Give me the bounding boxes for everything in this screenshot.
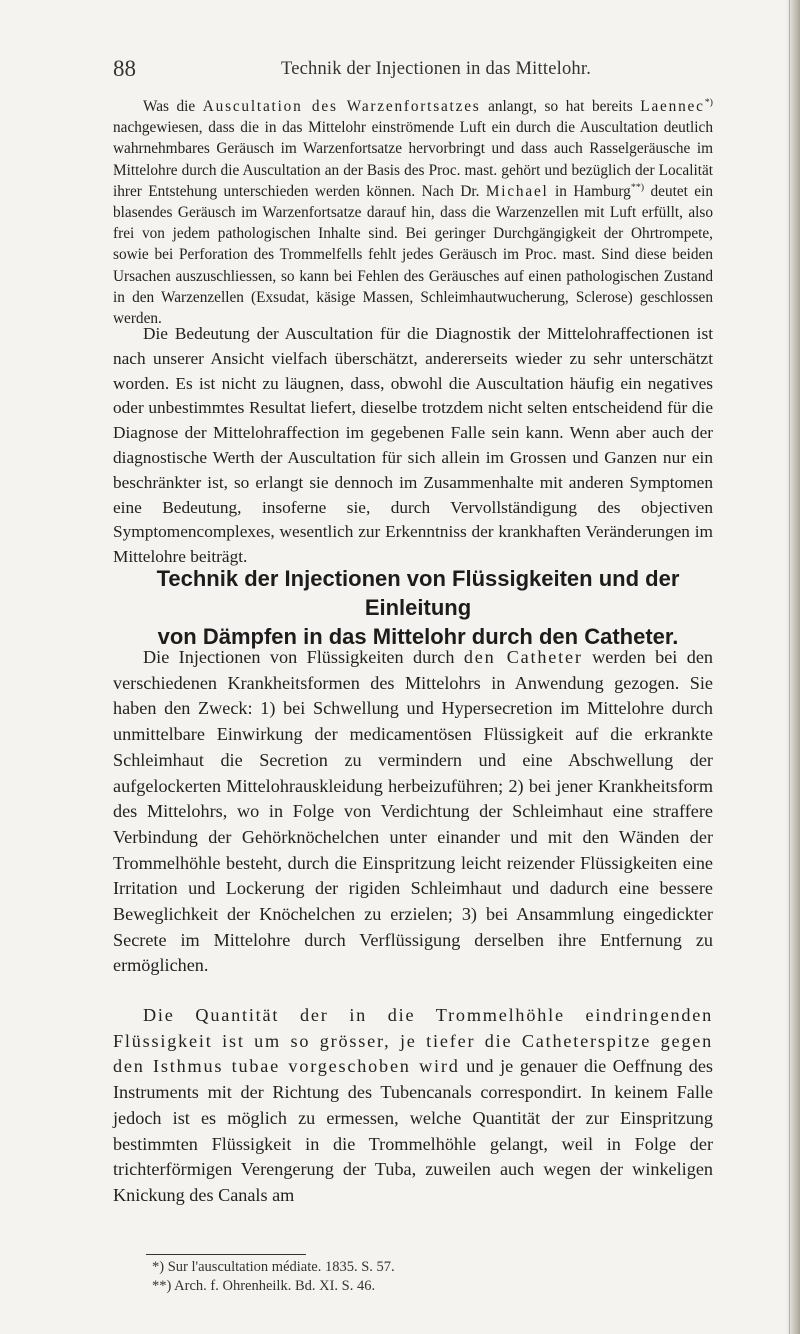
p1-text: anlangt, so hat bereits [480,98,641,115]
p3-text: Die Injectionen von Flüssigkeiten durch [143,647,464,667]
page-number: 88 [113,56,136,81]
p1-text: in Hamburg [548,182,631,200]
page-edge-line [789,0,790,1334]
paragraph-auscultation [113,96,713,329]
p3-text: werden bei den verschiedenen Krankheitsformen des Mittelohrs in Anwendung gezogen. Sie haben den Zweck: 1) bei Schwellung und Hypersecretion im Mittelohre durch unmittelbare Einwirkung der medicamentösen Flüssigkeit auf die erkrankte Schleimhaut die Secretion zu vermindern und eine Abschwellung der aufgelockerten Mittelohrauskleidung herbeizuführen; 2) bei jener Krankheitsform des Mittelohrs, wo in Folge von Verdichtung der Schleimhaut eine straffere Verbindung der Gehörknöchelchen unter einander und mit den Wänden der Trommelhöhle besteht, durch die Einspritzung leicht reizender Flüssigkeiten eine Irritation und Lockerung der rigiden Schleimhaut und dadurch eine bessere Beweglichkeit der Knöchelchen zu erzielen; 3) bei Ansammlung eingedickter Secrete im Mittelohre durch Verflüssigung derselben ihre Entfernung zu ermöglichen. [113,647,714,976]
heading-line-2: von Dämpfen in das Mittelohr durch den Catheter. [157,624,679,649]
heading-line-1: Technik der Injectionen von Flüssigkeiten und der Einleitung [156,566,680,620]
p1-spaced-term: Auscultation des Warzenfortsatzes [202,98,481,115]
p1-text: nachgewiesen, dass die in das Mittelohr einströmende Luft ein durch die Auscultation deutlich wahrnehmbares Geräusch im Warzenfortsatze hervorbringt und dass auch Rasselgeräusche im Mittelohre durch die Auscultation an der Basis des Proc. mast. gehört und bezüglich der Localität ihrer Entstehung unterschieden werden können. Nach Dr. [113,119,713,200]
p1-author-laennec: Laennec [640,98,705,115]
paragraph-significance: Die Bedeutung der Auscultation für die Diagnostik der Mittelohraffectionen ist nach unserer Ansicht vielfach überschätzt, andererseits wieder zu sehr unterschätzt worden. Es ist nicht zu läugnen, dass, obwohl die Auscultation häufig ein negatives oder unbestimmtes Resultat liefert, dieselbe trotzdem nicht selten entscheidend für die Diagnose der Mittelohraffection im gegebenen Falle sein kann. Wenn aber auch der diagnostische Werth der Auscultation für sich allein im Grossen und Ganzen nur ein beschränkter ist, so erlangt sie dennoch im Zusammenhalte mit anderen Symptomen eine Bedeutung, insoferne sie, durch Vervollständigung des objectiven Symptomencomplexes, wesentlich zur Erkenntniss der krankhaften Veränderungen im Mittelohre beiträgt. [113,324,713,567]
paragraph-quantity [113,1003,713,1209]
p4-text: und je genauer die Oeffnung des Instruments mit der Richtung des Tubencanals correspondirt. In keinem Falle jedoch ist es möglich zu ermessen, welche Quantität der zur Einspritzung bestimmten Flüssigkeit in die Trommelhöhle gelangt, weil in Folge der trichterförmigen Verengerung der Tuba, zuweilen auch wegen der winkeligen Knickung des Canals am [113,1056,713,1205]
p1-author-michael: Michael [485,182,549,200]
footnote-marker-2: **) [630,181,645,193]
footnote-marker-1: *) [704,96,713,108]
p3-spaced-term: den Catheter [463,647,583,667]
running-head [113,56,723,86]
footnote-2: **) Arch. f. Ohrenheilk. Bd. XI. S. 46. [152,1277,376,1294]
p1-text: deutet ein blasendes Geräusch im Warzenfortsatze darauf hin, dass die Warzenzellen mit Luft erfüllt, also frei von jedem pathologischen Inhalte sind. Bei geringer Durchgängigkeit der Ohrtrompete, sowie bei Perforation des Trommelfells fehlt jedes Geräusch im Proc. mast. Sind diese beiden Ursachen auszuschliessen, so kann bei Fehlen des Geräusches auf einen pathologischen Zustand in den Warzenzellen (Exsudat, käsige Massen, Schleimhautwucherung, Sclerose) geschlossen werden. [113,182,713,328]
footnotes [152,1258,712,1295]
p4-spaced-statement: Die Quantität der in die Trommelhöhle eindringenden Flüssigkeit ist um so grösser, je tiefer die Catheterspitze gegen den Isthmus tubae vorgeschoben wird [113,1005,713,1077]
section-heading [113,564,723,651]
footnote-divider [146,1254,306,1255]
p1-text: Was die [143,98,203,115]
paragraph-injections [113,645,713,979]
running-title: Technik der Injectionen in das Mittelohr. [281,59,592,79]
footnote-1: *) Sur l'auscultation médiate. 1835. S. 57. [152,1259,395,1275]
